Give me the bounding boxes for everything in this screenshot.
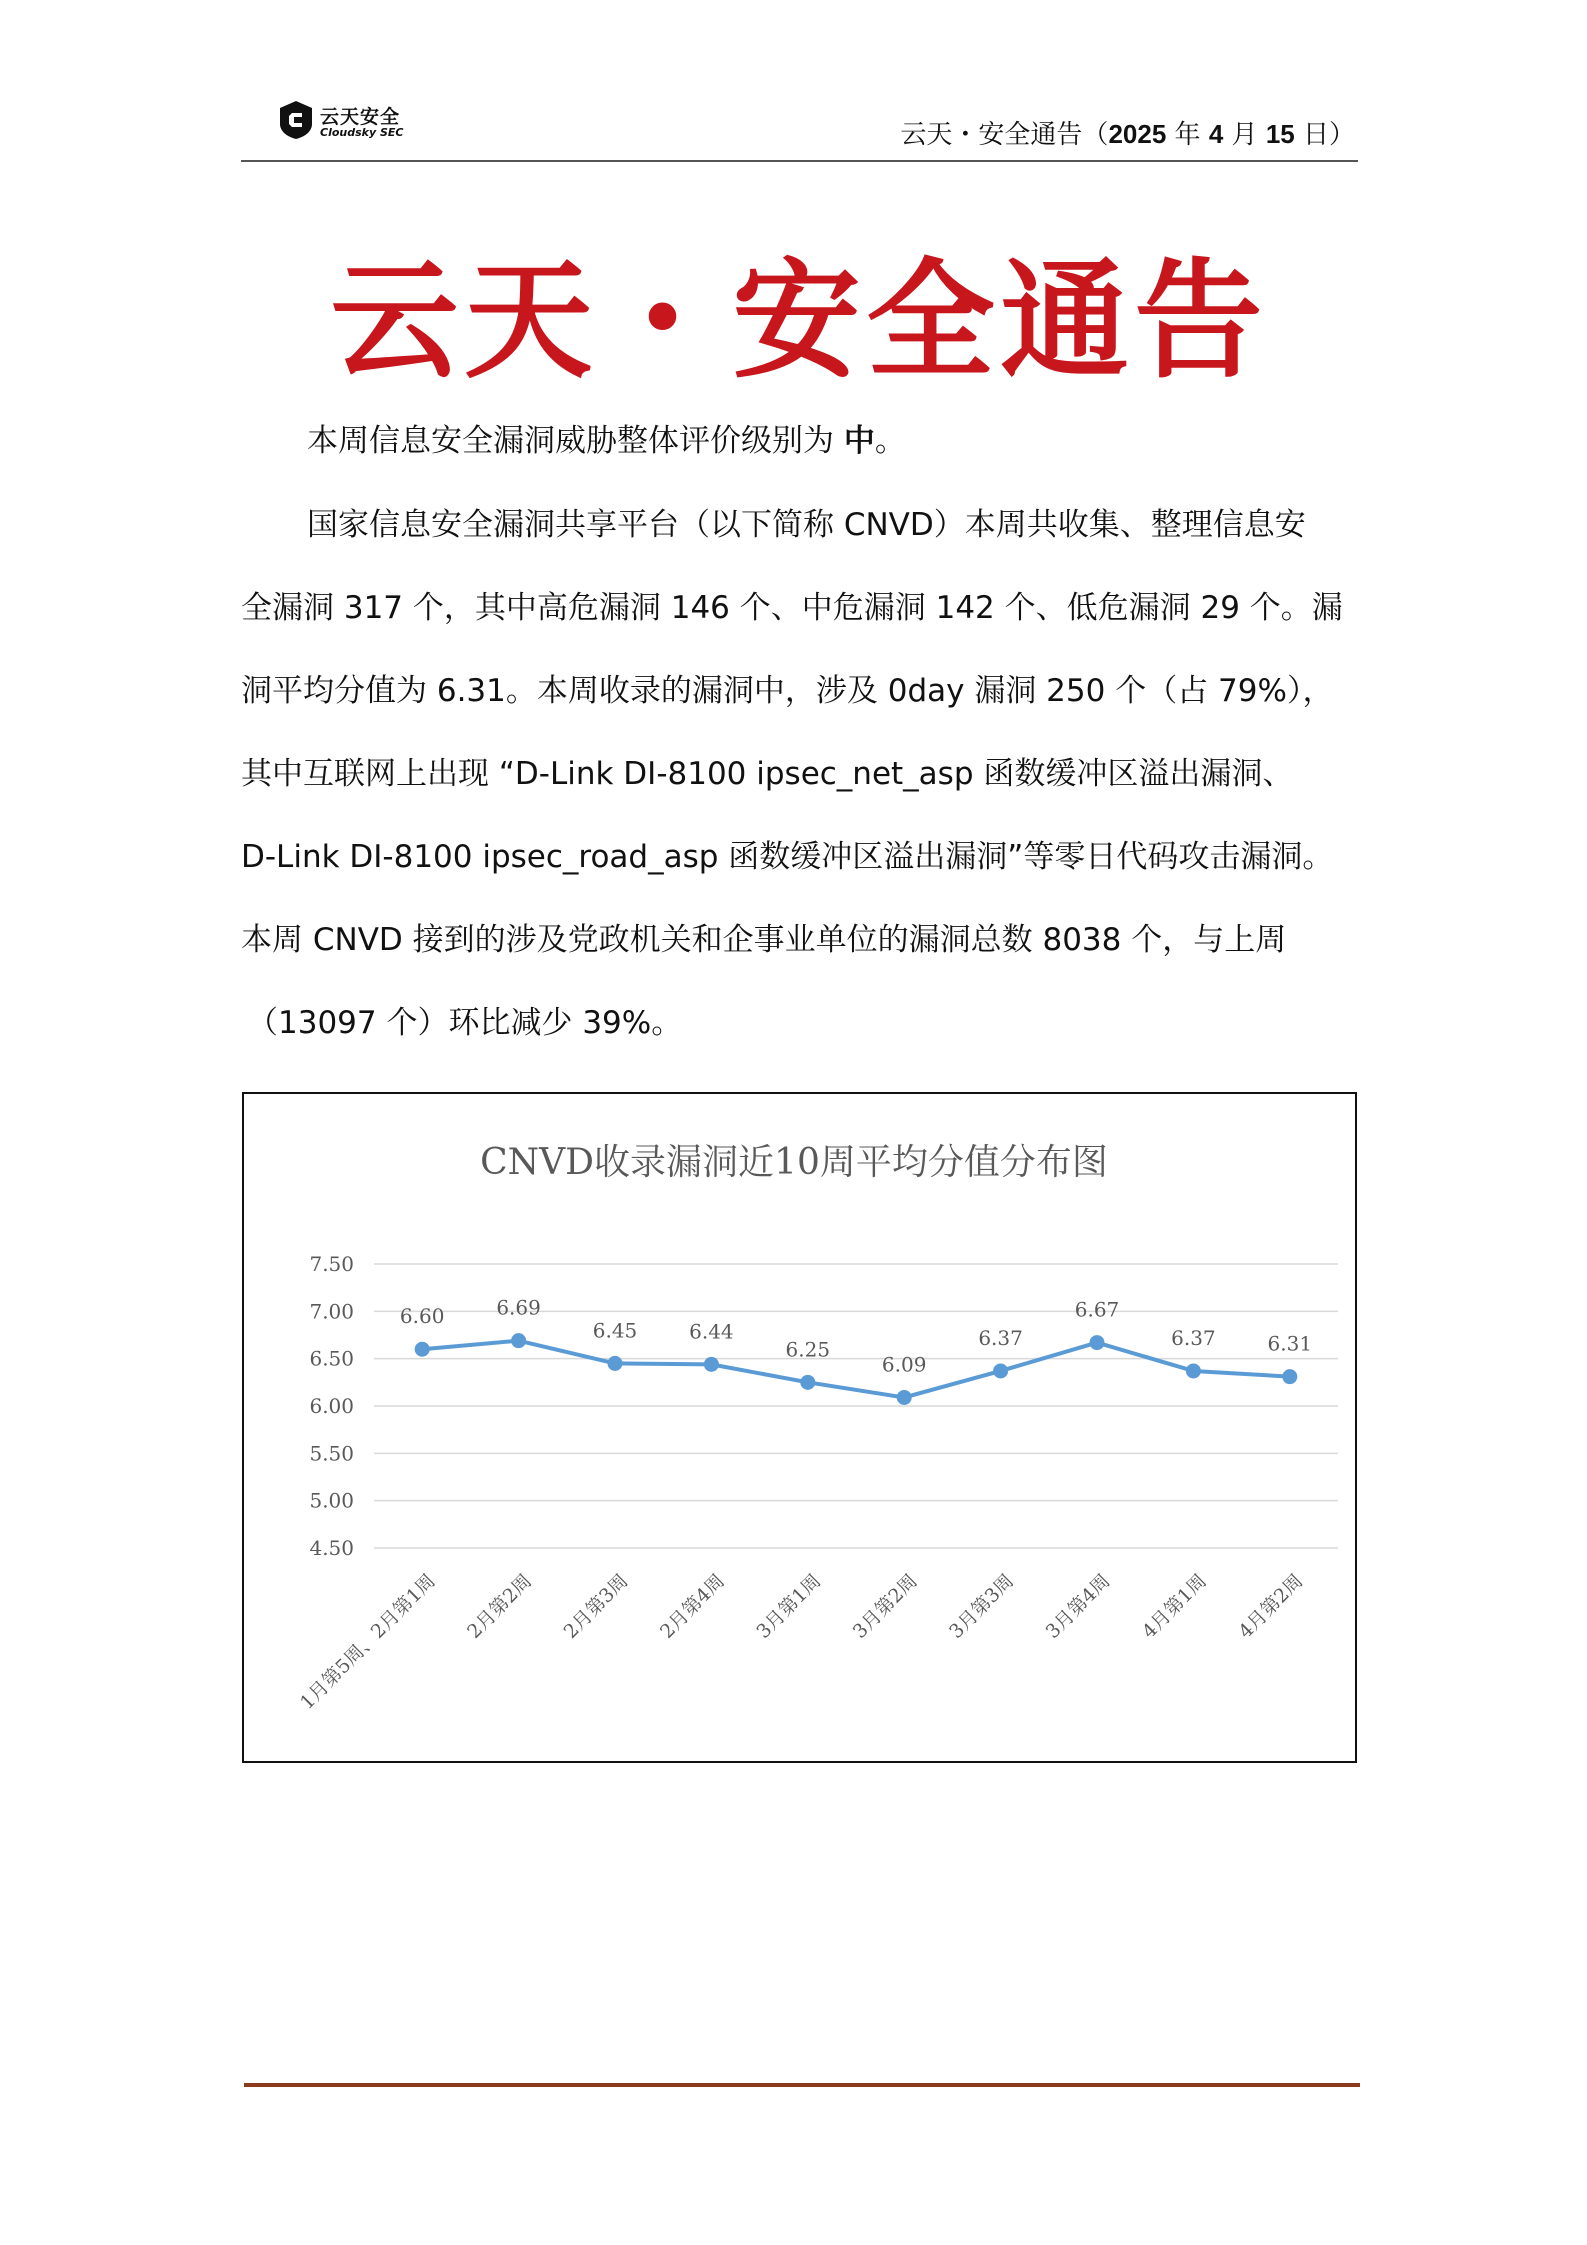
data-point — [608, 1356, 623, 1371]
y-tick-label: 5.00 — [309, 1488, 354, 1513]
data-label: 6.45 — [592, 1318, 638, 1343]
data-label: 6.60 — [399, 1304, 445, 1329]
y-tick-label: 6.00 — [309, 1394, 354, 1418]
data-label: 6.09 — [881, 1352, 927, 1377]
summary-paragraph — [241, 484, 1341, 1065]
data-point — [993, 1363, 1008, 1378]
summary-line: （13097 个）环比减少 39%。 — [247, 1005, 683, 1041]
x-tick-label: 2月第2周 — [463, 1569, 537, 1643]
data-label: 6.25 — [785, 1337, 831, 1362]
y-tick-label: 4.50 — [309, 1536, 354, 1560]
summary-line: 其中互联网上出现 “D-Link DI-8100 ipsec_net_asp 函数缓冲区溢出漏洞、 — [241, 756, 1294, 792]
cloudsky-shield-icon — [278, 100, 314, 140]
data-label: 6.44 — [689, 1319, 734, 1344]
company-logo — [278, 100, 428, 144]
x-tick-label: 3月第2周 — [848, 1569, 922, 1643]
data-label: 6.37 — [978, 1325, 1023, 1350]
header-divider — [241, 160, 1358, 162]
data-point — [1186, 1363, 1201, 1378]
score-line-chart — [244, 1094, 1354, 1760]
threat-level-value: 中 — [843, 423, 875, 459]
x-tick-label: 4月第2周 — [1234, 1569, 1308, 1643]
x-tick-label: 3月第3周 — [945, 1569, 1019, 1643]
x-tick-label: 4月第1周 — [1137, 1569, 1211, 1643]
data-point — [1090, 1335, 1105, 1350]
series-line — [422, 1341, 1290, 1398]
header-bulletin-date: 云天・安全通告（2025 年 4 月 15 日） — [900, 119, 1355, 150]
data-label: 6.69 — [496, 1295, 541, 1320]
threat-level-paragraph: 本周信息安全漏洞威胁整体评价级别为 中。 — [307, 423, 906, 459]
x-tick-label: 2月第4周 — [655, 1569, 729, 1643]
data-point — [1282, 1369, 1297, 1384]
data-label: 6.67 — [1074, 1297, 1120, 1322]
summary-line: 全漏洞 317 个，其中高危漏洞 146 个、中危漏洞 142 个、低危漏洞 29 个。漏 — [241, 590, 1343, 626]
x-tick-label: 1月第5周、2月第1周 — [295, 1569, 440, 1714]
y-tick-label: 7.50 — [309, 1252, 354, 1276]
data-point — [897, 1390, 912, 1405]
data-point — [704, 1357, 719, 1372]
y-tick-label: 6.50 — [309, 1346, 354, 1371]
footer-divider — [244, 2083, 1360, 2087]
data-label: 6.31 — [1267, 1331, 1313, 1356]
x-tick-label: 3月第4周 — [1041, 1569, 1115, 1643]
chart-title: CNVD收录漏洞近10周平均分值分布图 — [480, 1142, 1108, 1183]
summary-line: 洞平均分值为 6.31。本周收录的漏洞中，涉及 0day 漏洞 250 个（占 79%）， — [241, 673, 1334, 709]
x-tick-label: 2月第3周 — [559, 1569, 633, 1643]
y-tick-label: 5.50 — [309, 1441, 354, 1466]
score-chart — [242, 1092, 1357, 1763]
x-tick-label: 3月第1周 — [752, 1569, 826, 1643]
y-tick-label: 7.00 — [309, 1299, 354, 1324]
summary-line: 国家信息安全漏洞共享平台（以下简称 CNVD）本周共收集、整理信息安 — [307, 507, 1306, 543]
logo-chinese-name: 云天安全 — [320, 106, 401, 128]
summary-line: 本周 CNVD 接到的涉及党政机关和企事业单位的漏洞总数 8038 个，与上周 — [241, 922, 1287, 958]
data-point — [415, 1342, 430, 1357]
data-label: 6.37 — [1171, 1325, 1216, 1350]
page-title: 云天・安全通告 — [330, 246, 1269, 396]
summary-line: D-Link DI-8100 ipsec_road_asp 函数缓冲区溢出漏洞”等零日代码攻击漏洞。 — [241, 839, 1334, 875]
data-point — [800, 1375, 815, 1390]
logo-english-name: Cloudsky SEC — [320, 126, 404, 139]
data-point — [511, 1333, 526, 1348]
